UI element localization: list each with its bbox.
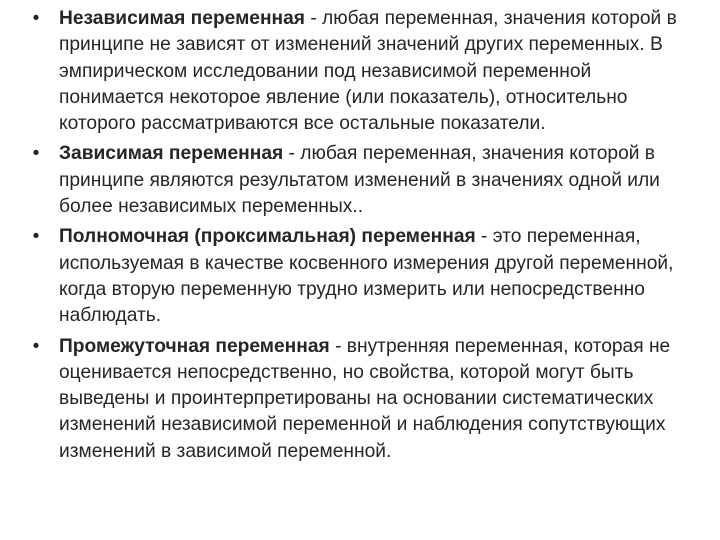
term: Независимая переменная xyxy=(59,8,305,29)
bullet-icon: • xyxy=(32,8,40,29)
definition-text: - любая переменная, значения которой в принципе не зависят от изменений значений других переменных. В эмпирическом исследовании под независимой переменной понимается некоторое явление (или показатель), относительно которого рассматриваются все остальные показатели. xyxy=(59,8,677,135)
definition-text: - это переменная, используемая в качестве косвенного измерения другой переменной, когда вторую переменную трудно измерить или непосредственно наблюдать. xyxy=(59,226,674,327)
definition-text: - внутренняя переменная, которая не оценивается непосредственно, но свойства, которой могут быть выведены и проинтерпретированы на основании систематических изменений независимой переменной и наблюдения сопутствующих изменений в зависимой переменной. xyxy=(59,335,671,462)
definition-item-intermediate-variable xyxy=(30,334,698,465)
bullet-icon: • xyxy=(32,226,40,248)
term: Зависимая переменная xyxy=(59,143,284,165)
definition-list xyxy=(30,6,698,469)
definition-item-independent-variable xyxy=(30,6,698,137)
definition-item-proxy-variable xyxy=(30,224,698,329)
definition-text: - любая переменная, значения которой в принципе являются результатом изменений в значениях одной или более независимых переменных.. xyxy=(59,143,660,218)
bullet-icon: • xyxy=(32,143,40,165)
term: Промежуточная переменная xyxy=(59,335,330,357)
definition-item-dependent-variable xyxy=(30,141,698,220)
term: Полномочная (проксимальная) переменная xyxy=(59,226,476,248)
bullet-icon: • xyxy=(32,335,40,357)
